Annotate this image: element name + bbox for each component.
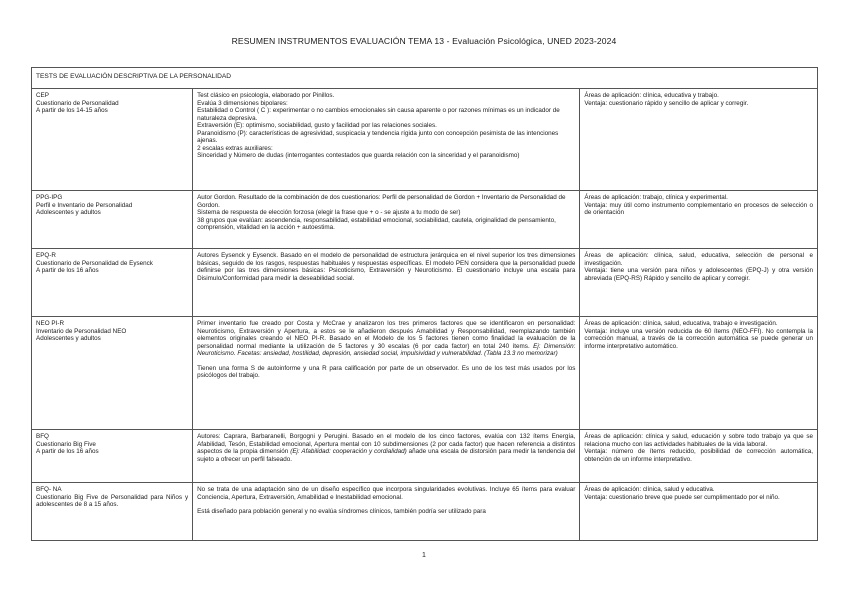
test-age-range: A partir de los 16 años — [36, 448, 99, 455]
description-line: Tienen una forma S de autoinforme y una R para calificación por parte de un observador. Es uno de los test más usados por los psicólogos del trabajo. — [197, 364, 576, 379]
description-line: Autores Eysenck y Eysenck. Basado en el modelo de personalidad de estructura jerárquica en el nivel superior los tres dimensiones básicas, seguido de los rasgos, respuestas habituales y respuestas específicas. El modelo PEN considera que la personalidad puede definirse por las tres dimensiones básicas: Psicoticismo, Extraversión y Neuroticismo. El cuestionario incluye una escala para Disimulo/Conformidad para medir la deseabilidad social. — [197, 252, 576, 282]
application-areas: Áreas de aplicación: clínica, educativa y trabajo. — [584, 92, 719, 99]
paragraph-gap — [197, 501, 575, 508]
description-line: Extraversión (E): optimismo, sociabilidad, gusto y facilidad por las relaciones sociales. — [197, 122, 437, 129]
test-code: PPG-IPG — [36, 194, 63, 201]
page-number: 1 — [422, 552, 426, 559]
test-code: BFQ — [36, 433, 49, 440]
paragraph-gap — [197, 358, 575, 365]
test-name-cell — [32, 191, 193, 249]
test-full-name: Inventario de Personalidad NEO — [36, 327, 127, 335]
test-full-name: Perfil e Inventario de Personalidad — [36, 201, 133, 209]
test-description-cell — [193, 249, 580, 317]
test-application-cell — [580, 317, 818, 430]
description-line: No se trata de una adaptación sino de un diseño específico que incorpora singularidades evolutivas. Incluye 65 ítems para evaluar Conciencia, Apertura, Extraversión, Amabilidad e Inestabilidad emocional. — [197, 486, 576, 501]
description-line: Evalúa 3 dimensiones bipolares: — [197, 99, 288, 107]
advantage-text: Ventaja: incluye una versión reducida de 60 ítems (NEO-FFI). No contempla la corrección manual, a través de la corrección automática se puede generar un informe interpretativo automático. — [584, 327, 813, 350]
description-line: añade una escala de distorsión para medir la tendencia del sujeto a ofrecer un perfil falseado. — [197, 448, 576, 463]
test-application-cell — [580, 89, 818, 191]
application-areas: Áreas de aplicación: clínica, salud, educativa, selección de personal e investigación. — [584, 252, 813, 267]
test-code: BFQ- NA — [36, 486, 62, 493]
advantage-text: Ventaja: cuestionario breve que puede ser cumplimentado por el niño. — [584, 493, 780, 501]
application-areas: Áreas de aplicación: trabajo, clínica y experimental. — [584, 194, 728, 201]
description-line: Estabilidad o Control ( C ): experimentar o no cambios emocionales sin causa aparente o por razones mínimas es un indicador de naturaleza depresiva. — [197, 107, 560, 122]
description-line: Autores: Caprara, Barbaranelli, Borgogni y Perugini. Basado en el modelo de los cinco factores, evalúa con 132 ítems Energía, Afabilidad, Tesón, Estabilidad emocional, Apertura mental con 10 subdimensiones (2 por cada factor) que hacen referencia a distintos aspectos de la propia dimensión — [197, 433, 576, 455]
application-areas: Áreas de aplicación: clínica, salud, educativa, trabajo e investigación. — [584, 320, 778, 327]
test-name-cell — [32, 89, 193, 191]
description-line: Autor Gordon. Resultado de la combinación de dos cuestionarios: Perfil de personalidad de Gordon + Inventario de Personalidad de Gordon. — [197, 194, 566, 209]
test-code: NEO PI-R — [36, 320, 64, 327]
description-line: 38 grupos que evalúan: ascendencia, responsabilidad, estabilidad emocional, sociabilidad, cautela, originalidad de pensamiento, comprensión, vitalidad en la acción + autoestima. — [197, 216, 556, 231]
test-application-cell — [580, 430, 818, 483]
table-row — [32, 89, 818, 191]
test-full-name: Cuestionario de Personalidad — [36, 99, 119, 107]
description-line: Sinceridad y Número de dudas (interrogantes contestados que guarda relación con la sinceridad y el paranoidismo) — [197, 152, 520, 159]
application-areas: Áreas de aplicación: clínica y salud, educación y sobre todo trabajo ya que se relaciona mucho con las actividades habituales de la vida laboral. — [584, 433, 813, 448]
test-full-name: Cuestionario Big Five de Personalidad para Niños y adolescentes de 8 a 15 años. — [36, 493, 189, 508]
advantage-text: Ventaja: tiene una versión para niños y adolescentes (EPQ-J) y otra versión abreviada (EPQ-RS) Rápido y sencillo de aplicar y corregir. — [584, 267, 813, 282]
test-description-cell — [193, 317, 580, 430]
advantage-text: Ventaja: muy útil como instrumento complementario en procesos de selección o de orientación — [584, 201, 813, 216]
description-line: Sistema de respuesta de elección forzosa (elegir la frase que + o - se ajuste a tu modo de ser) — [197, 209, 461, 216]
test-description-cell — [193, 483, 580, 541]
application-areas: Áreas de aplicación: clínica, salud y educativa. — [584, 486, 715, 493]
advantage-text: Ventaja: número de ítems reducido, posibilidad de corrección automática, obtención de un informe interpretativo. — [584, 448, 813, 463]
test-description-cell — [193, 430, 580, 483]
test-name-cell — [32, 317, 193, 430]
section-title: TESTS DE EVALUACIÓN DESCRIPTIVA DE LA PERSONALIDAD — [32, 68, 818, 89]
test-description-cell — [193, 89, 580, 191]
description-line: 2 escalas extras auxiliares: — [197, 144, 273, 152]
description-line: Primer inventario fue creado por Costa y McCrae y analizaron los tres primeros factores que se identificaron en personalidad: Neuroticismo, Extraversión y Apertura, a estos se le añadieron después Amabilidad y Responsabilidad, reemplazando también elementos originales creando el NEO PI-R. Basado en el Modelo de los 5 factores tienen como finalidad la evaluación de la personalidad normal mediante la utilización de 5 factores y 30 escalas (6 por cada factor) en total 240 ítems. — [197, 320, 576, 350]
test-name-cell — [32, 430, 193, 483]
advantage-text: Ventaja: cuestionario rápido y sencillo de aplicar y corregir. — [584, 99, 749, 107]
test-full-name: Cuestionario Big Five — [36, 440, 96, 448]
test-application-cell — [580, 249, 818, 317]
test-application-cell — [580, 483, 818, 541]
test-name-cell — [32, 483, 193, 541]
table-row — [32, 430, 818, 483]
test-name-cell — [32, 249, 193, 317]
personality-tests-table — [31, 67, 818, 541]
test-application-cell — [580, 191, 818, 249]
description-line: Test clásico en psicología, elaborado por Pinillos. — [197, 92, 335, 99]
table-row — [32, 483, 818, 541]
table-section-header-row — [32, 68, 818, 89]
test-description-cell — [193, 191, 580, 249]
test-age-range: A partir de los 16 años — [36, 267, 99, 274]
test-age-range: Adolescentes y adultos — [36, 335, 101, 342]
table-row — [32, 249, 818, 317]
table-row — [32, 317, 818, 430]
table-row — [32, 191, 818, 249]
description-line: Paranoidismo (P): características de agresividad, suspicacia y tendencia rígida junto con concepción pesimista de las intenciones ajenas. — [197, 129, 559, 144]
document-title: RESUMEN INSTRUMENTOS EVALUACIÓN TEMA 13 - Evaluación Psicológica, UNED 2023-2024 — [231, 36, 617, 46]
description-line: Está diseñado para población general y no evalúa síndromes clínicos, también podría ser utilizado para — [197, 508, 486, 515]
description-example-italic: (Ej: Afabilidad: cooperación y cordialidad) — [290, 448, 409, 455]
test-age-range: A partir de los 14-15 años — [36, 107, 108, 114]
test-age-range: Adolescentes y adultos — [36, 209, 101, 216]
test-full-name: Cuestionario de Personalidad de Eysenck — [36, 259, 153, 267]
test-code: EPQ-R — [36, 252, 56, 259]
description-example-italic: Ej: Dimensión: Neuroticismo. Facetas: ansiedad, hostilidad, depresión, ansiedad social, impulsividad y vulnerabilidad. (Tabla 13.3 no memorizar) — [197, 342, 576, 357]
test-code: CEP — [36, 92, 49, 99]
